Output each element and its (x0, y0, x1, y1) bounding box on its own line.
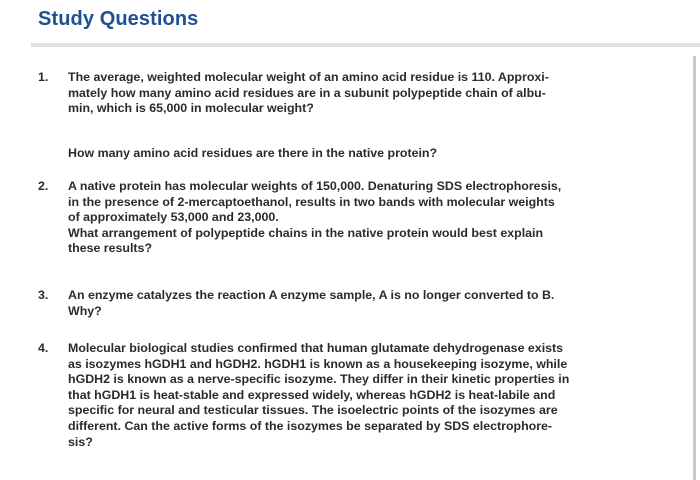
question-text: The average, weighted molecular weight of an amino acid residue is 110. Approxi- mately how many amino acid residues are in a subunit polypeptide chain of albu- min, which is 65,000 in molecular weight? (68, 70, 549, 116)
scrollbar-edge (693, 56, 696, 480)
question-number: 1. (38, 70, 49, 84)
title-divider (31, 43, 700, 47)
question-number: 3. (38, 288, 49, 302)
question-text: A native protein has molecular weights of 150,000. Denaturing SDS electrophoresis, in the presence of 2-mercaptoethanol, results in two bands with molecular weights of approximately 53,000 and 23,000. What arrangement of polypeptide chains in the native protein would best explain these results? (68, 179, 562, 256)
question-1-followup (38, 146, 668, 162)
question-number: 2. (38, 179, 49, 193)
question-1 (38, 70, 668, 117)
question-3 (38, 288, 668, 319)
question-followup-text: How many amino acid residues are there in the native protein? (68, 146, 438, 160)
question-text: Molecular biological studies confirmed that human glutamate dehydrogenase exists as isozymes hGDH1 and hGDH2. hGDH1 is known as a housekeeping isozyme, while hGDH2 is known as a nerve-specific isozyme. They differ in their kinetic properties in that hGDH1 is heat-stable and expressed widely, whereas hGDH2 is heat-labile and specific for neural and testicular tissues. The isoelectric points of the isozymes are different. Can the active forms of the isozymes be separated by SDS electrophore- sis? (68, 341, 570, 449)
page-title: Study Questions (38, 8, 199, 30)
question-text: An enzyme catalyzes the reaction A enzyme sample, A is no longer converted to B. Why? (68, 288, 555, 318)
question-number: 4. (38, 341, 49, 355)
question-2 (38, 179, 668, 257)
question-4 (38, 341, 668, 450)
